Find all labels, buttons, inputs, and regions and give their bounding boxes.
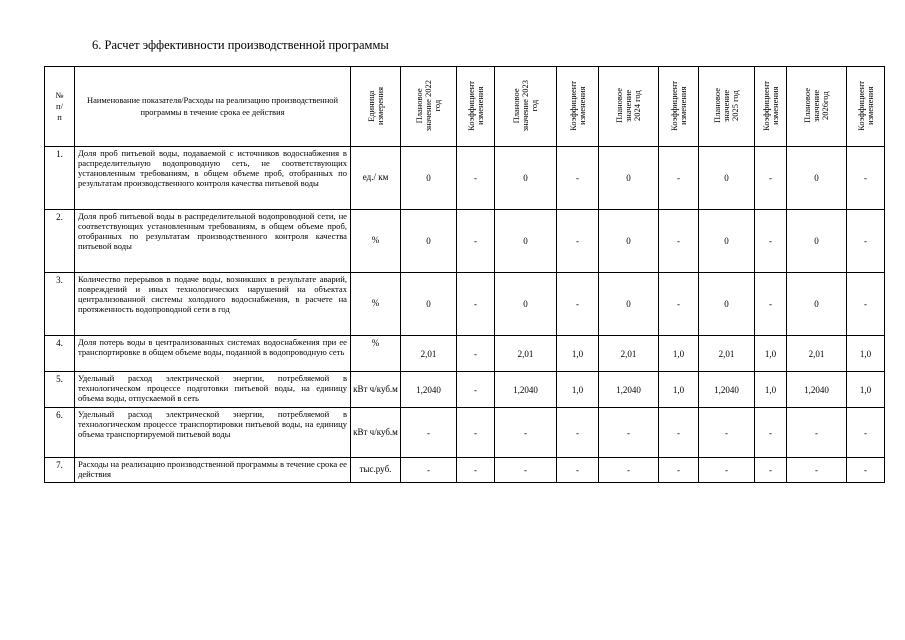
value-plan-2025: 0 (699, 273, 755, 336)
value-plan-2022: 2,01 (401, 336, 457, 372)
header-unit: Единица измерения (351, 67, 401, 147)
value-coef-3: - (659, 147, 699, 210)
value-coef-4: - (755, 408, 787, 458)
value-plan-2026: 0 (787, 147, 847, 210)
value-coef-4: - (755, 458, 787, 483)
value-coef-2: - (557, 408, 599, 458)
value-plan-2025: - (699, 408, 755, 458)
table-row (45, 336, 885, 372)
row-number: 2. (45, 210, 75, 273)
row-description: Удельный расход электрической энергии, потребляемой в технологическом процессе подготовки питьевой воды, на единицу объема воды, отпускаемой в сеть (75, 372, 351, 408)
value-plan-2024: - (599, 408, 659, 458)
row-number: 4. (45, 336, 75, 372)
value-coef-2: - (557, 458, 599, 483)
value-coef-5: - (847, 210, 885, 273)
value-plan-2023: 2,01 (495, 336, 557, 372)
header-coef-5: Коэффициент изменения (847, 67, 885, 147)
value-coef-1: - (457, 408, 495, 458)
table-row (45, 408, 885, 458)
value-plan-2022: 0 (401, 147, 457, 210)
row-number: 5. (45, 372, 75, 408)
value-plan-2022: 0 (401, 210, 457, 273)
value-plan-2023: 1,2040 (495, 372, 557, 408)
value-plan-2026: 0 (787, 210, 847, 273)
header-plan-2022: Плановое значение 2022 год (401, 67, 457, 147)
row-description: Доля проб питьевой воды, подаваемой с источников водоснабжения в распределительную водопроводную сеть, не соответствующих установленным требованиям, в общем объеме проб, отобранных по результатам производственного контроля качества питьевой воды (75, 147, 351, 210)
row-unit: % (351, 210, 401, 273)
value-plan-2025: - (699, 458, 755, 483)
value-plan-2022: 1,2040 (401, 372, 457, 408)
value-plan-2026: 2,01 (787, 336, 847, 372)
value-coef-3: - (659, 273, 699, 336)
value-coef-3: 1,0 (659, 372, 699, 408)
value-plan-2026: 0 (787, 273, 847, 336)
value-coef-1: - (457, 147, 495, 210)
efficiency-table (44, 66, 885, 483)
value-plan-2024: 1,2040 (599, 372, 659, 408)
value-coef-2: 1,0 (557, 336, 599, 372)
value-plan-2022: 0 (401, 273, 457, 336)
value-plan-2023: - (495, 408, 557, 458)
header-coef-3: Коэффициент изменения (659, 67, 699, 147)
page-title: 6. Расчет эффективности производственной программы (92, 38, 389, 52)
header-plan-2026: Плановое значение 2026год (787, 67, 847, 147)
value-plan-2022: - (401, 458, 457, 483)
value-coef-5: - (847, 408, 885, 458)
value-coef-2: - (557, 273, 599, 336)
value-coef-4: 1,0 (755, 372, 787, 408)
value-coef-5: 1,0 (847, 372, 885, 408)
row-unit: кВт ч/куб.м (351, 372, 401, 408)
row-description: Доля проб питьевой воды в распределительной водопроводной сети, не соответствующих установленным требованиям, в общем объеме проб, отобранных по результатам производственного контроля качества питьевой воды (75, 210, 351, 273)
row-number: 7. (45, 458, 75, 483)
value-coef-3: - (659, 458, 699, 483)
row-unit: % (351, 336, 401, 372)
value-plan-2026: - (787, 458, 847, 483)
value-plan-2023: 0 (495, 273, 557, 336)
row-number: 3. (45, 273, 75, 336)
header-plan-2024: Плановое значение 2024 год (599, 67, 659, 147)
header-num: № п/ п (45, 67, 75, 147)
value-plan-2026: 1,2040 (787, 372, 847, 408)
row-number: 1. (45, 147, 75, 210)
value-plan-2025: 2,01 (699, 336, 755, 372)
value-coef-1: - (457, 273, 495, 336)
value-plan-2024: - (599, 458, 659, 483)
table-row (45, 210, 885, 273)
value-coef-5: - (847, 458, 885, 483)
row-number: 6. (45, 408, 75, 458)
value-plan-2024: 0 (599, 210, 659, 273)
value-coef-2: - (557, 147, 599, 210)
value-coef-3: - (659, 408, 699, 458)
value-plan-2024: 0 (599, 273, 659, 336)
value-coef-3: 1,0 (659, 336, 699, 372)
value-coef-1: - (457, 336, 495, 372)
table-row (45, 372, 885, 408)
value-coef-5: - (847, 273, 885, 336)
header-plan-2025: Плановое значение 2025 год (699, 67, 755, 147)
value-plan-2025: 1,2040 (699, 372, 755, 408)
table-row (45, 147, 885, 210)
value-plan-2023: 0 (495, 147, 557, 210)
header-name: Наименование показателя/Расходы на реализацию производственной программы в течение срока ее действия (75, 67, 351, 147)
value-plan-2023: 0 (495, 210, 557, 273)
value-coef-1: - (457, 210, 495, 273)
value-coef-5: - (847, 147, 885, 210)
value-plan-2025: 0 (699, 210, 755, 273)
header-coef-2: Коэффициент изменения (557, 67, 599, 147)
row-description: Удельный расход электрической энергии, потребляемой в технологическом процессе транспортировки питьевой воды, на единицу объема транспортируемой питьевой воды (75, 408, 351, 458)
row-description: Расходы на реализацию производственной программы в течение срока ее действия (75, 458, 351, 483)
value-coef-4: - (755, 147, 787, 210)
row-unit: % (351, 273, 401, 336)
row-unit: кВт ч/куб.м (351, 408, 401, 458)
value-coef-4: - (755, 210, 787, 273)
table-row (45, 273, 885, 336)
row-description: Доля потерь воды в централизованных системах водоснабжения при ее транспортировке в общем объеме воды, поданной в водопроводную сеть (75, 336, 351, 372)
table-row (45, 458, 885, 483)
value-plan-2026: - (787, 408, 847, 458)
value-plan-2024: 0 (599, 147, 659, 210)
value-plan-2024: 2,01 (599, 336, 659, 372)
table-header-row (45, 67, 885, 147)
value-coef-4: - (755, 273, 787, 336)
value-coef-3: - (659, 210, 699, 273)
value-plan-2022: - (401, 408, 457, 458)
row-unit: тыс.руб. (351, 458, 401, 483)
value-coef-1: - (457, 372, 495, 408)
value-coef-1: - (457, 458, 495, 483)
header-coef-4: Коэффициент изменения (755, 67, 787, 147)
row-unit: ед./ км (351, 147, 401, 210)
header-plan-2023: Плановое значение 2023 год (495, 67, 557, 147)
value-plan-2025: 0 (699, 147, 755, 210)
value-coef-2: - (557, 210, 599, 273)
value-coef-2: 1,0 (557, 372, 599, 408)
value-coef-5: 1,0 (847, 336, 885, 372)
row-description: Количество перерывов в подаче воды, возникших в результате аварий, повреждений и иных технологических нарушений на объектах централизованной системы холодного водоснабжения, в расчете на протяженность водопроводной сети в год (75, 273, 351, 336)
header-coef-1: Коэффициент изменения (457, 67, 495, 147)
value-coef-4: 1,0 (755, 336, 787, 372)
value-plan-2023: - (495, 458, 557, 483)
